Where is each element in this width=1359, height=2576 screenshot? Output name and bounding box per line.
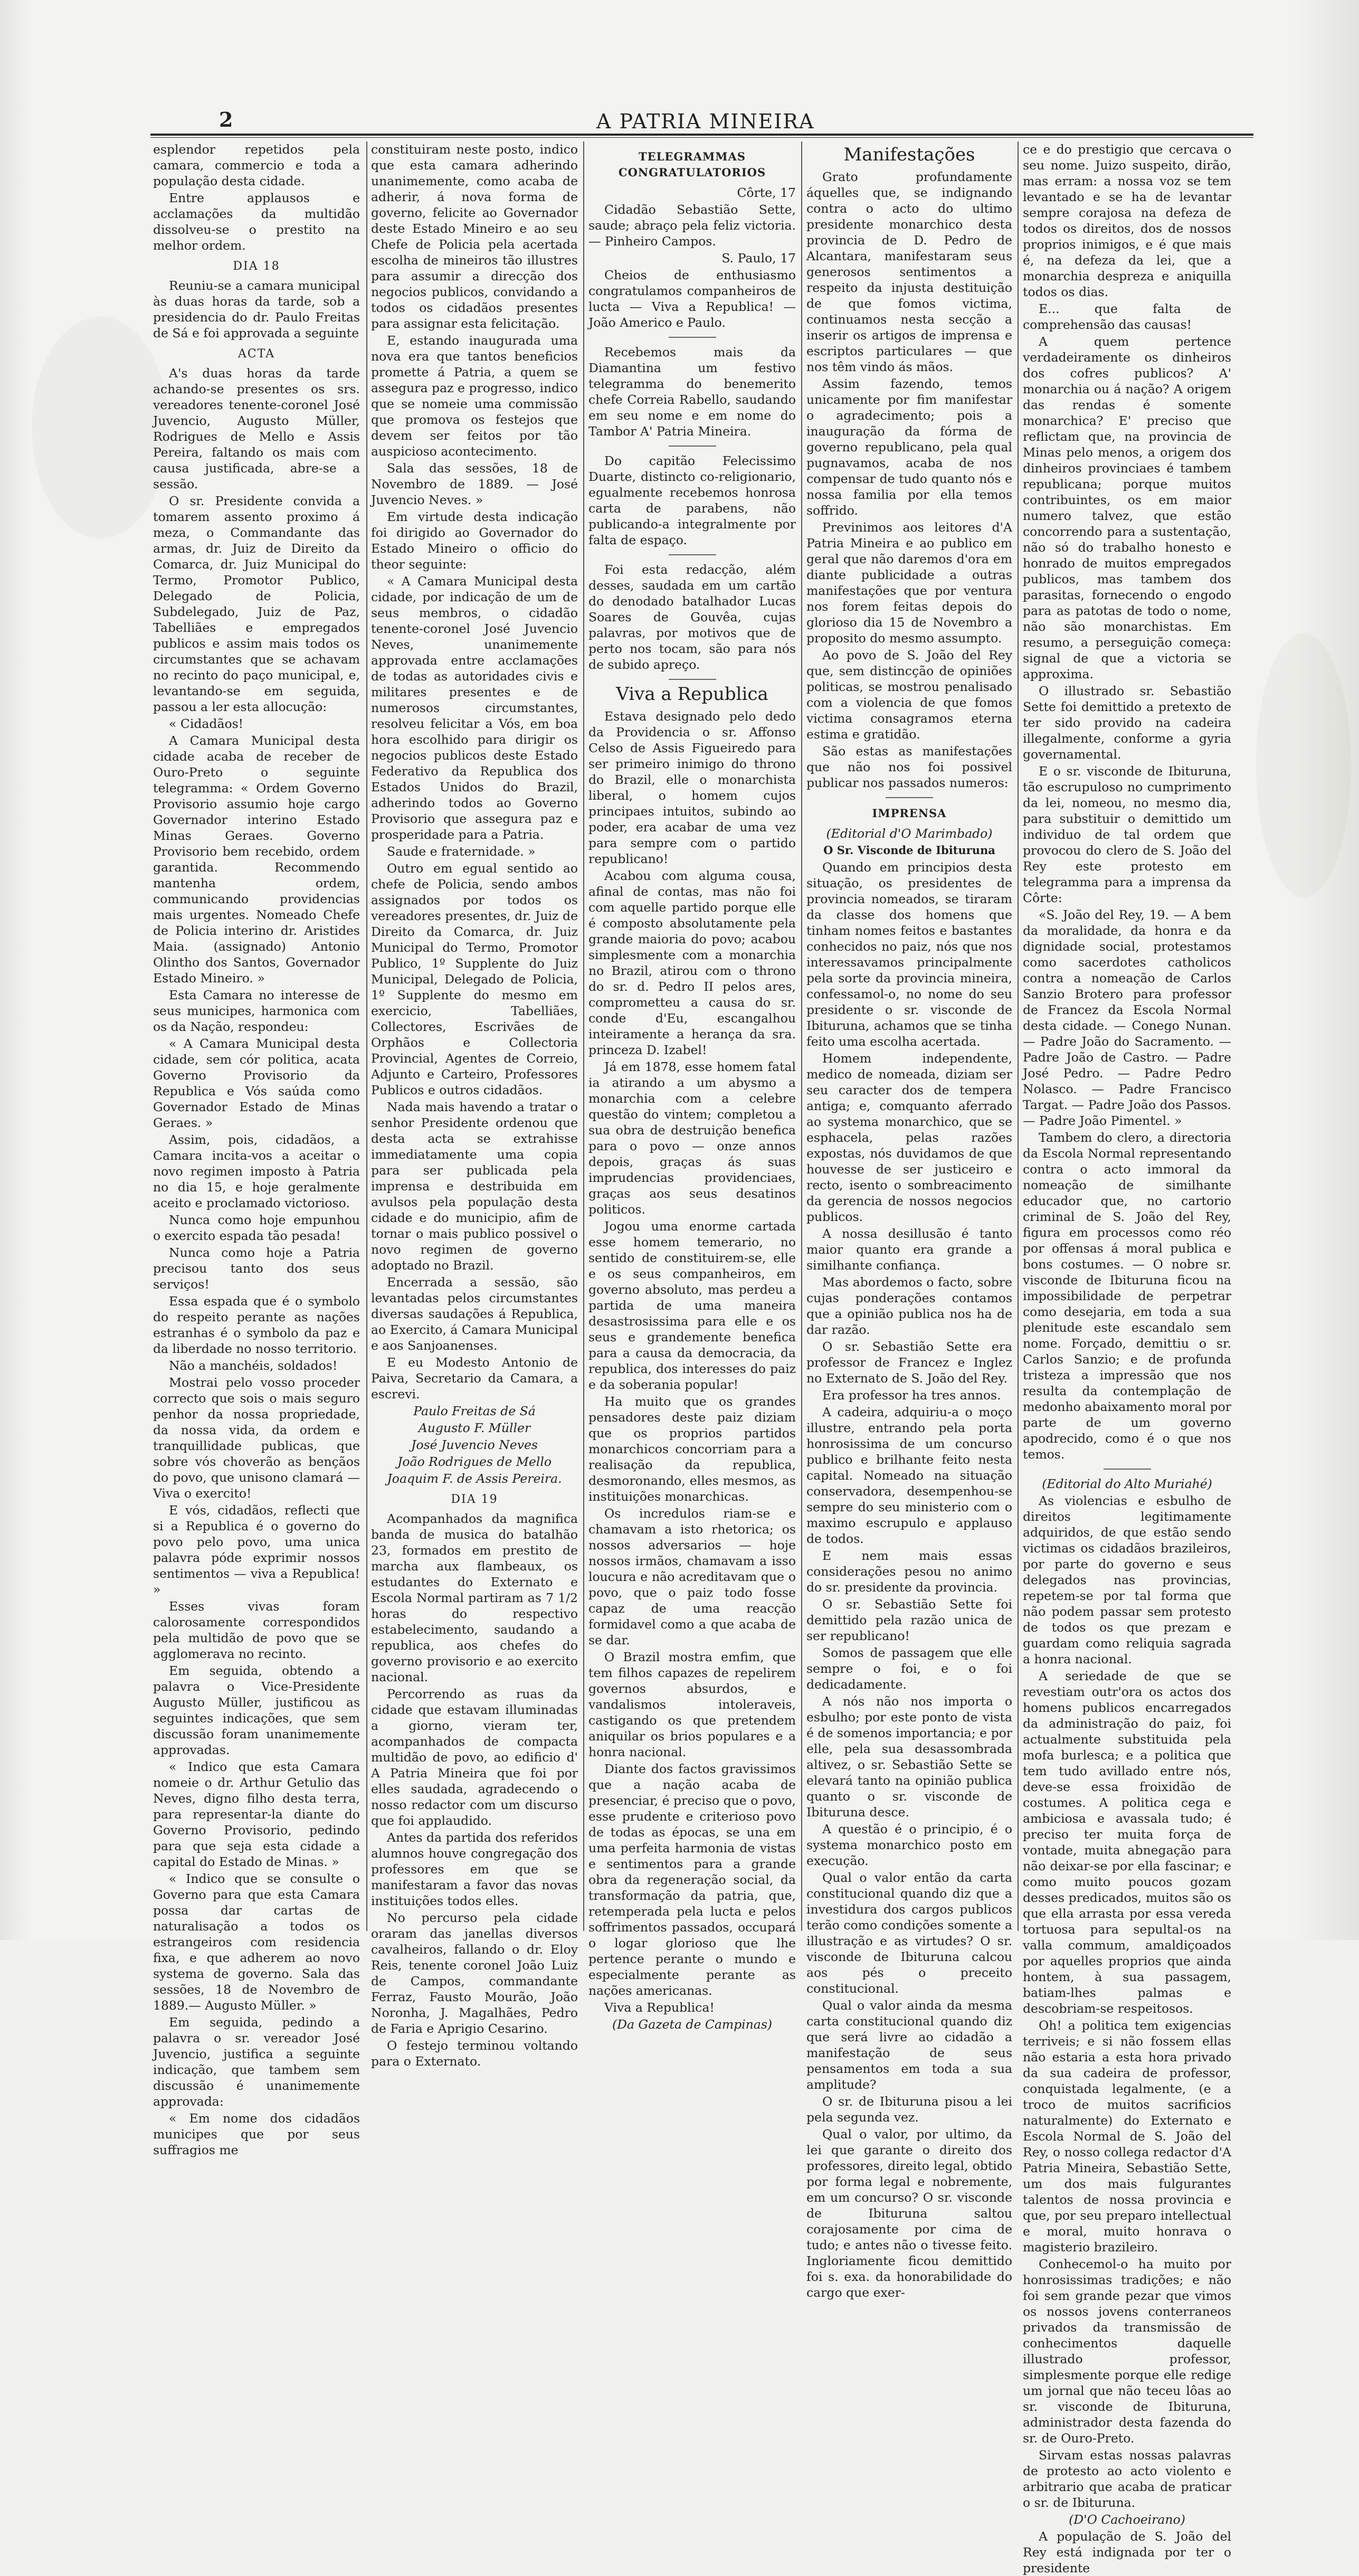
paragraph: Qual o valor ainda da mesma carta constitucional quando diz que será livre ao cidadão a manifestação de seus pensamentos em toda a sua amplitude? — [806, 1998, 1012, 2092]
paragraph: Do capitão Felecissimo Duarte, distincto co-religionario, egualmente recebemos honrosa carta de parabens, não publicando-a integralmente por falta de espaço. — [588, 453, 796, 547]
section-heading: TELEGRAMMAS CONGRATULATORIOS — [618, 150, 766, 179]
paragraph: A população de S. João del Rey está indignada por ter o presidente — [1023, 2529, 1231, 2575]
paragraph: Antes da partida dos referidos alumnos houve congregação dos professores em que se manifestaram a favor das novas instituições todos elles. — [371, 1830, 578, 1908]
paragraph: A quem pertence verdadeiramente os dinheiros dos cofres publicos? A' monarchia ou á nação? A origem das rendas é somente monarchica? E' preciso que reflictam que, na provincia de Minas pelo menos, a origem dos dinheiros provinciaes é tambem republicana; porque muitos contribuintes, os em maior numero talvez, que estão concorrendo para a sustentação, não só do trabalho honesto e honrado de muitos empregados publicos, mas tambem dos parasitas, fornecendo o engodo para as patotas de todo o nome, não são monarchistas. Em resumo, a perseguição começa: signal de que a victoria se approxima. — [1023, 334, 1231, 681]
paragraph: O sr. Sebastião Sette era professor de Francez e Inglez no Externato de S. João del Rey. — [806, 1339, 1012, 1386]
paragraph: Cheios de enthusiasmo congratulamos companheiros de lucta — Viva a Republica! — João Americo e Paulo. — [588, 268, 796, 330]
column-3 — [588, 141, 796, 2032]
paragraph: A seriedade de que se revestiam outr'ora os actos dos homens publicos encarregados da administração do paiz, foi actualmente substituida pela mofa burlesca; e a politica que tem tudo avillado entre nós, deve-se essa froixidão de costumes. A politica cega e ambiciosa e avassala tudo; é preciso ter muita força de vontade, muita abnegação para não deixar-se por ella fascinar; e como muito poucos gozam desses predicados, muitos são os que ella arrasta por essa vereda tortuosa para sepultal-os na valla commum, amaldiçoados por aquelles proprios que ainda hontem, à sua passagem, batiam-lhes palmas e descobriam-se respeitosos. — [1023, 1669, 1231, 2016]
column-2 — [371, 141, 578, 2069]
paper-stain — [1256, 633, 1351, 897]
paragraph: Assim fazendo, temos unicamente por fim manifestar o agradecimento; pois a inauguração da fórma de governo republicano, pela qual pugnavamos, acaba de nos compensar de tudo quanto nós e nossa familia por ella temos soffrido. — [806, 376, 1012, 518]
section-heading: DIA 19 — [451, 1493, 498, 1506]
paragraph: No percurso pela cidade oraram das janellas diversos cavalheiros, fallando o dr. Eloy Reis, tenente coronel João Luiz de Campos, commandante Ferraz, Fausto Mourão, João Noronha, J. Magalhães, Pedro de Faria e Aprigio Cesarino. — [371, 1910, 578, 2036]
signature: Joaquim F. de Assis Pereira. — [387, 1471, 562, 1486]
paragraph: Ha muito que os grandes pensadores deste paiz diziam que os proprios partidos monarchicos concorriam para a realisação da republica, desmoronando, elles mesmos, as instituições monarchicas. — [588, 1394, 796, 1504]
signature: Augusto F. Müller — [418, 1420, 531, 1435]
paragraph: Conhecemol-o ha muito por honrosissimas tradições; e não foi sem grande pezar que vimos os nossos jovens conterraneos privados da transmissão de conhecimentos daquelle illustrado professor, simplesmente porque elle redige um jornal que não teceu lôas ao sr. visconde de Ibituruna, administrador desta fazenda do sr. de Ouro-Preto. — [1023, 2257, 1231, 2446]
paragraph: Sirvam estas nossas palavras de protesto ao acto violento e arbitrario que acaba de praticar o sr. de Ibituruna. — [1023, 2448, 1231, 2510]
paragraph: O sr. Presidente convida a tomarem assento proximo á meza, o Commandante das armas, dr. Juiz de Direito da Comarca, dr. Juiz Municipal do Termo, Promotor Publico, Delegado de Policia, Subdelegado, Juiz de Paz, Tabelliães e empregados publicos e assim mais todos os circumstantes que se achavam no recinto do paço municipal, e, levantando-se em seguida, passou a ler esta allocução: — [153, 494, 360, 714]
paragraph: E, estando inaugurada uma nova era que tantos beneficios promette á Patria, a quem se assegura paz e progresso, indico que se nomeie uma commissão que promova os festejos que devem ser feitos por tão auspicioso acontecimento. — [371, 333, 578, 459]
paragraph: Em virtude desta indicação foi dirigido ao Governador do Estado Mineiro o officio do theor seguinte: — [371, 509, 578, 572]
paragraph: E nem mais essas considerações pesou no animo do sr. presidente da provincia. — [806, 1548, 1012, 1595]
paragraph: Previnimos aos leitores d'A Patria Mineira e ao publico em geral que não daremos d'ora em diante publicidade a outras manifestações que por ventura nos forem feitas depois do glorioso dia 15 de Novembro a proposito do mesmo assumpto. — [806, 520, 1012, 646]
paragraph: O festejo terminou voltando para o Externato. — [371, 2038, 578, 2069]
paragraph: Acabou com alguma cousa, afinal de contas, mas não foi com aquelle partido porque elle é composto absolutamente pela grande maioria do povo; acabou simplesmente com a monarchia no Brazil, atirou com o throno do sr. d. Pedro II pelos ares, comprometteu a causa do sr. conde d'Eu, escangalhou inteiramente a herança da sra. princeza D. Izabel! — [588, 868, 796, 1057]
separator — [669, 446, 716, 447]
paragraph: Os incredulos riam-se e chamavam a isto rhetorica; os nossos adversarios — hoje nossos irmãos, chamavam a isso loucura e não acreditavam que o povo, que o paiz todo fosse capaz de uma reacção formidavel como a que acaba de se dar. — [588, 1506, 796, 1647]
signature: José Juvencio Neves — [411, 1437, 538, 1452]
paragraph: Era professor ha tres annos. — [822, 1388, 1001, 1403]
header-rule — [150, 134, 1253, 138]
paragraph: Assim, pois, cidadãos, a Camara incita-vos a aceitar o novo regimen imposto à Patria no dia 15, e hoje geralmente aceito e proclamado victorioso. — [153, 1132, 360, 1210]
paragraph: Acompanhados da magnifica banda de musica do batalhão 23, formados em prestito de marcha aux flambeaux, os estudantes do Externato e Escola Normal partiram as 7 1/2 horas do respectivo estabelecimento, saudando a republica, aos chefes do governo provisorio e ao exercito nacional. — [371, 1511, 578, 1684]
paragraph: Não a manchéis, soldados! — [169, 1358, 338, 1373]
dateline: S. Paulo, 17 — [721, 251, 796, 266]
paragraph: Somos de passagem que elle sempre o foi, e o foi dedicadamente. — [806, 1645, 1012, 1692]
column-4 — [806, 141, 1012, 2300]
paragraph: Qual o valor, por ultimo, da lei que garante o direito dos professores, direito legal, obtido por forma legal e nobremente, em um concurso? O sr. visconde de Ibituruna saltou corajosamente por cima de tudo; e antes não o tivesse feito. Ingloriamente ficou demittido foi s. exa. da honorabilidade do cargo que exer- — [806, 2127, 1012, 2300]
paragraph: Nada mais havendo a tratar o senhor Presidente ordenou que desta acta se extrahisse immediatamente uma copia para ser publicada pela imprensa e destribuida em avulsos pela população desta cidade e do municipio, afim de tornar o mais publico possivel o novo regimen de governo adoptado no Brazil. — [371, 1100, 578, 1273]
paragraph: A's duas horas da tarde achando-se presentes os srs. vereadores tenente-coronel José Juvencio, Augusto Müller, Rodrigues de Mello e Assis Pereira, faltando os mais com causa justificada, abre-se a sessão. — [153, 366, 360, 491]
paragraph: « Indico que se consulte o Governo para que esta Camara possa dar cartas de naturalisação a todos os estrangeiros com residencia fixa, e que adherem ao novo systema de governo. Sala das sessões, 18 de Novembro de 1889.— Augusto Müller. » — [153, 1871, 360, 2013]
column-rule — [801, 141, 802, 1931]
paragraph: Em seguida, pedindo a palavra o sr. vereador José Juvencio, justifica a seguinte indicação, que tambem sem discussão é unanimemente approvada: — [153, 2015, 360, 2109]
newspaper-title: A PATRIA MINEIRA — [596, 110, 815, 133]
article-title: Manifestações — [843, 144, 975, 165]
section-heading: DIA 18 — [233, 260, 280, 273]
paragraph: Viva a Republica! — [604, 2000, 715, 2015]
paragraph: « Cidadãos! — [169, 716, 244, 731]
paragraph: Quando em principios desta situação, os presidentes de provincia nomeados, se tiraram da classe dos homens que tinham nomes feitos e bastantes conhecidos no paiz, nós que nos interessavamos principalmente pela sorte da provincia mineira, confessamol-o, no nome do seu presidente o sr. visconde de Ibituruna, achamos que se tinha feito uma escolha acertada. — [806, 860, 1012, 1049]
paragraph: Cidadão Sebastião Sette, saude; abraço pela feliz victoria.— Pinheiro Campos. — [588, 202, 796, 249]
paragraph: Mas abordemos o facto, sobre cujas ponderações contamos que a opinião publica nos ha de dar razão. — [806, 1275, 1012, 1337]
paragraph: Reuniu-se a camara municipal às duas horas da tarde, sob a presidencia do dr. Paulo Freitas de Sá e foi approvada a seguinte — [153, 278, 360, 340]
paragraph: A nós não nos importa o esbulho; por este ponto de vista é de somenos importancia; e por elle, pela sua desassombrada altivez, o sr. Sebastião Sette se elevará tanto na opinião publica quanto o sr. visconde de Ibituruna desce. — [806, 1694, 1012, 1820]
paragraph: « Indico que esta Camara nomeie o dr. Arthur Getulio das Neves, digno filho desta terra, para representar-la diante do Governo Provisorio, pedindo para que seja esta cidade a capital do Estado de Minas. » — [153, 1759, 360, 1869]
paragraph: « Em nome dos cidadãos municipes que por seus suffragios me — [153, 2111, 360, 2157]
paragraph: constituiram neste posto, indico que esta camara adherindo unanimemente, como acaba de adherir, á nova forma de governo, felicite ao Governador deste Estado Mineiro e ao seu Chefe de Policia pela acertada escolha de mineiros tão illustres para assumir a direcção dos negocios publicos, convidando a todos os cidadãos presentes para assignar esta felicitação. — [371, 142, 578, 331]
paragraph: O illustrado sr. Sebastião Sette foi demittido a pretexto de ter sido provido na cadeira illegalmente, conforme a gyria governamental. — [1023, 684, 1231, 762]
editorial-source: (Editorial do Alto Muriahé) — [1042, 1476, 1212, 1491]
paragraph: Tambem do clero, a directoria da Escola Normal representando contra o acto immoral da nomeação de similhante educador que, no cartorio criminal de S. João del Rey, figura em processos como réo por offensas á moral publica e bons costumes. — O nobre sr. visconde de Ibituruna ficou na impossibilidade de perpetrar como desejaria, em toda a sua plenitude este escandalo sem nome. Forçado, demittiu o sr. Carlos Sanzio; e de profunda tristeza a impressão que nos resulta da contemplação de medonho abaixamento moral por parte de um governo apodrecido, como é o que nos temos. — [1023, 1130, 1231, 1462]
paragraph: Esses vivas foram calorosamente correspondidos pela multidão de povo que se agglomerava no recinto. — [153, 1599, 360, 1661]
masthead — [153, 106, 1251, 132]
paragraph: Homem independente, medico de nomeada, diziam ser seu caracter dos de tempera antiga; e, comquanto aferrado ao systema monarchico, que se esphacela, pelas razões expostas, nós duvidamos de que houvesse de ser justiceiro e recto, isento o sombreacimento da gerencia de nossos negocios publicos. — [806, 1051, 1012, 1224]
source-credit: (Da Gazeta de Campinas) — [612, 2017, 773, 2032]
paragraph: Esta Camara no interesse de seus municipes, harmonica com os da Nação, respondeu: — [153, 988, 360, 1034]
paragraph: Saude e fraternidade. » — [387, 844, 536, 859]
article-title: Viva a Republica — [616, 684, 768, 705]
paper-stain — [32, 317, 169, 538]
paragraph: A nossa desillusão é tanto maior quanto era grande a similhante confiança. — [806, 1226, 1012, 1273]
column-5 — [1023, 141, 1231, 2575]
paragraph: Qual o valor então da carta constitucional quando diz que a investidura dos cargos publicos terão como condições somente a illustração e as virtudes? O sr. visconde de Ibituruna calcou aos pés o preceito constitucional. — [806, 1870, 1012, 1996]
paragraph: Sala das sessões, 18 de Novembro de 1889. — José Juvencio Neves. » — [371, 461, 578, 507]
paragraph: E... que falta de comprehensão das causas! — [1023, 301, 1231, 332]
section-heading: IMPRENSA — [872, 807, 947, 820]
paragraph: Estava designado pelo dedo da Providencia o sr. Affonso Celso de Assis Figueiredo para ser primeiro inimigo do throno do Brazil, elle o monarchista liberal, o homem cujos principaes intuitos, subindo ao poder, era acabar de uma vez para sempre com o partido republicano! — [588, 709, 796, 866]
paragraph: E o sr. visconde de Ibituruna, tão escrupuloso no cumprimento da lei, nomeou, no mesmo dia, para substituir o demittido um individuo de tal ordem que provocou do clero de S. João del Rey este protesto em telegramma para a imprensa da Côrte: — [1023, 764, 1231, 905]
paragraph: Entre applausos e acclamações da multidão dissolveu-se o prestito na melhor ordem. — [153, 191, 360, 253]
signature: João Rodrigues de Mello — [397, 1454, 552, 1469]
article-subtitle: O Sr. Visconde de Ibituruna — [823, 844, 995, 857]
separator — [669, 679, 716, 680]
paragraph: As violencias e esbulho de direitos legitimamente adquiridos, de que estão sendo victimas os cidadãos brazileiros, por parte do governo e seus delegados nas provincias, repetem-se por tal forma que não podem passar sem protesto de todos os que prezam e guardam como reliquia sagrada a honra nacional. — [1023, 1493, 1231, 1666]
separator — [669, 337, 716, 338]
separator — [886, 797, 933, 798]
paragraph: Recebemos mais da Diamantina um festivo telegramma do benemerito chefe Correia Rabello, saudando em seu nome e em nome do Tambor A' Patria Mineira. — [588, 345, 796, 439]
paragraph: esplendor repetidos pela camara, commercio e toda a população desta cidade. — [153, 142, 360, 188]
paragraph: Ao povo de S. João del Rey que, sem distincção de opiniões politicas, se mostrou penalisado com a violencia de que fomos victima consagramos eterna estima e gratidão. — [806, 648, 1012, 742]
paragraph: E vós, cidadãos, reflecti que si a Republica é o governo do povo pelo povo, uma unica palavra póde exprimir nossos sentimentos — viva a Republica! » — [153, 1503, 360, 1597]
separator — [1104, 1469, 1151, 1470]
paragraph: E eu Modesto Antonio de Paiva, Secretario da Camara, a escrevi. — [371, 1355, 578, 1401]
paragraph: São estas as manifestações que não nos foi possivel publicar nos passados numeros: — [806, 744, 1012, 790]
paragraph: Grato profundamente áquelles que, se indignando contra o acto do ultimo presidente monarchico desta provincia de D. Pedro de Alcantara, manifestaram seus generosos sentimentos a respeito da injusta destituição de que fomos victima, continuamos nesta secção a inserir os artigos de imprensa e escriptos particulares — que nos têm vindo ás mãos. — [806, 169, 1012, 374]
paragraph: Nunca como hoje empunhou o exercito espada tão pesada! — [153, 1213, 360, 1243]
paragraph: ce e do prestigio que cercava o seu nome. Juizo suspeito, dirão, mas erram: a nossa voz se tem levantado e se ha de levantar sempre corajosa na defeza de todos os direitos, dos de nossos proprios inimigos, e é que mais é, na defeza da lei, que a monarchia despreza e aniquilla todos os dias. — [1023, 142, 1231, 299]
paragraph: A Camara Municipal desta cidade acaba de receber de Ouro-Preto o seguinte telegramma: « Ordem Governo Provisorio assumio hoje cargo Governador interino Estado Minas Geraes. Governo Provisorio bem recebido, ordem garantida. Recommendo mantenha ordem, communicando providencias mais urgentes. Nomeado Chefe de Policia interino dr. Aristides Maia. (assignado) Antonio Olintho dos Santos, Governador Estado Mineiro. » — [153, 733, 360, 986]
paragraph: Foi esta redacção, além desses, saudada em um cartão do denodado batalhador Lucas Soares de Gouvêa, cujas palavras, por motivos que de perto nos tocam, são para nós de subido apreço. — [588, 562, 796, 672]
paragraph: O sr. Sebastião Sette foi demittido pela razão unica de ser republicano! — [806, 1597, 1012, 1643]
paragraph: A questão é o principio, é o systema monarchico posto em execução. — [806, 1822, 1012, 1868]
paragraph: Jogou uma enorme cartada esse homem temerario, no sentido de constituirem-se, elle e os seus companheiros, em governo absoluto, mas perdeu a partida de uma maneira desastrosissima para elle e os seus e grandemente benefica para a causa da democracia, da republica, dos interesses do paiz e da soberania popular! — [588, 1219, 796, 1392]
dateline: Côrte, 17 — [737, 185, 796, 200]
separator — [669, 554, 716, 555]
paragraph: Nunca como hoje a Patria precisou tanto dos seus serviços! — [153, 1245, 360, 1292]
section-heading: ACTA — [237, 347, 275, 361]
paragraph: Mostrai pelo vosso proceder correcto que sois o mais seguro penhor da nossa propriedade, da nossa vida, da ordem e tranquillidade publicas, que sobre vós choverão as bençãos do povo, que unisono clamará — Viva o exercito! — [153, 1375, 360, 1501]
paragraph: «S. João del Rey, 19. — A bem da moralidade, da honra e da dignidade social, protestamos como sacerdotes catholicos contra a nomeação de Carlos Sanzio Brotero para professor de Francez da Escola Normal desta cidade. — Conego Nunan. — Padre João do Sacramento. — Padre João de Castro. — Padre José Pedro. — Padre Pedro Nolasco. — Padre Francisco Targat. — Padre João dos Passos. — Padre João Pimentel. » — [1023, 907, 1231, 1128]
paragraph: « A Camara Municipal desta cidade, sem cór politica, acata Governo Provisorio da Republica e Vós saúda como Governador Estado de Minas Geraes. » — [153, 1036, 360, 1130]
paragraph: Diante dos factos gravissimos que a nação acaba de presenciar, é preciso que o povo, esse prudente e criterioso povo de todas as épocas, se una em uma perfeita harmonia de vistas e sentimentos para a grande obra da regeneração social, da transformação da patria, que, retemperada pela lucta e pelos soffrimentos passados, occupará o logar glorioso que lhe pertence perante o mundo e especialmente perante as nações americanas. — [588, 1761, 796, 1998]
column-rule — [583, 141, 584, 1931]
paragraph: Em seguida, obtendo a palavra o Vice-Presidente Augusto Müller, justificou as seguintes indicações, que sem discussão foram unanimemente approvadas. — [153, 1663, 360, 1757]
source-credit: (D'O Cachoeirano) — [1069, 2512, 1185, 2527]
column-rule — [1018, 141, 1019, 1931]
paragraph: A cadeira, adquiriu-a o moço illustre, entrando pela porta honrosissima de um concurso publico e brilhante feito nesta capital. Nomeado na situação conservadora, desempenhou-se sempre do seu ministerio com o maximo escrupulo e applauso de todos. — [806, 1405, 1012, 1546]
signature: Paulo Freitas de Sá — [413, 1404, 536, 1418]
paragraph: Percorrendo as ruas da cidade que estavam illuminadas a giorno, vieram ter, acompanhados de compacta multidão de povo, ao edificio d' A Patria Mineira que foi por elles saudada, agradecendo o nosso redactor com um discurso que foi applaudido. — [371, 1687, 578, 1828]
column-rule — [366, 141, 367, 1931]
column-1 — [153, 141, 360, 2157]
paragraph: Já em 1878, esse homem fatal ia atirando a um abysmo a monarchia com a celebre questão do vintem; completou a sua obra de destruição benefica para o povo — onze annos depois, graças ás suas imprudencias providenciaes, graças aos seus desatinos politicos. — [588, 1059, 796, 1217]
paragraph: « A Camara Municipal desta cidade, por indicação de um de seus membros, o cidadão tenente-coronel José Juvencio Neves, unanimemente approvada entre acclamações de todas as autoridades civis e militares presentes e de numerosos circumstantes, resolveu felicitar a Vós, em boa hora escolhido para dirigir os negocios publicos deste Estado Federativo da Republica dos Estados Unidos do Brazil, adherindo todos ao Governo Provisorio que assegura paz e prosperidade para a Patria. — [371, 574, 578, 842]
page-number: 2 — [219, 108, 233, 131]
paragraph: Encerrada a sessão, são levantadas pelos circumstantes diversas saudações á Republica, ao Exercito, á Camara Municipal e aos Sanjoanenses. — [371, 1275, 578, 1353]
paragraph: O sr. de Ibituruna pisou a lei pela segunda vez. — [806, 2094, 1012, 2125]
paragraph: O Brazil mostra emfim, que tem filhos capazes de repelirem governos absurdos, e vandalismos intoleraveis, castigando os que pretendem aniquilar os brios populares e a honra nacional. — [588, 1650, 796, 1759]
paragraph: Oh! a politica tem exigencias terriveis; e si não fossem ellas não estaria a esta hora privado da sua cadeira de professor, conquistada legalmente, (e a troco de muitos sacrificios naturalmente) do Externato e Escola Normal de S. João del Rey, o nosso collega redactor d'A Patria Mineira, Sebastião Sette, um dos mais fulgurantes talentos de nossa provincia e que, por seu preparo intellectual e moral, muito honrava o magisterio brazileiro. — [1023, 2018, 1231, 2255]
paragraph: Essa espada que é o symbolo do respeito perante as nações estranhas é o symbolo da paz e da liberdade no nosso territorio. — [153, 1294, 360, 1356]
paragraph: Outro em egual sentido ao chefe de Policia, sendo ambos assignados por todos os vereadores presentes, dr. Juiz de Direito da Comarca, dr. Juiz Municipal do Termo, Promotor Publico, 1º Supplente do Juiz Municipal, Delegado de Policia, 1º Supplente do mesmo em exercicio, Tabelliães, Collectores, Escrivães de Orphãos e Collectoria Provincial, Agentes de Correio, Adjunto e Carteiro, Professores Publicos e outros cidadãos. — [371, 861, 578, 1097]
editorial-source: (Editorial d'O Marimbado) — [826, 826, 993, 841]
